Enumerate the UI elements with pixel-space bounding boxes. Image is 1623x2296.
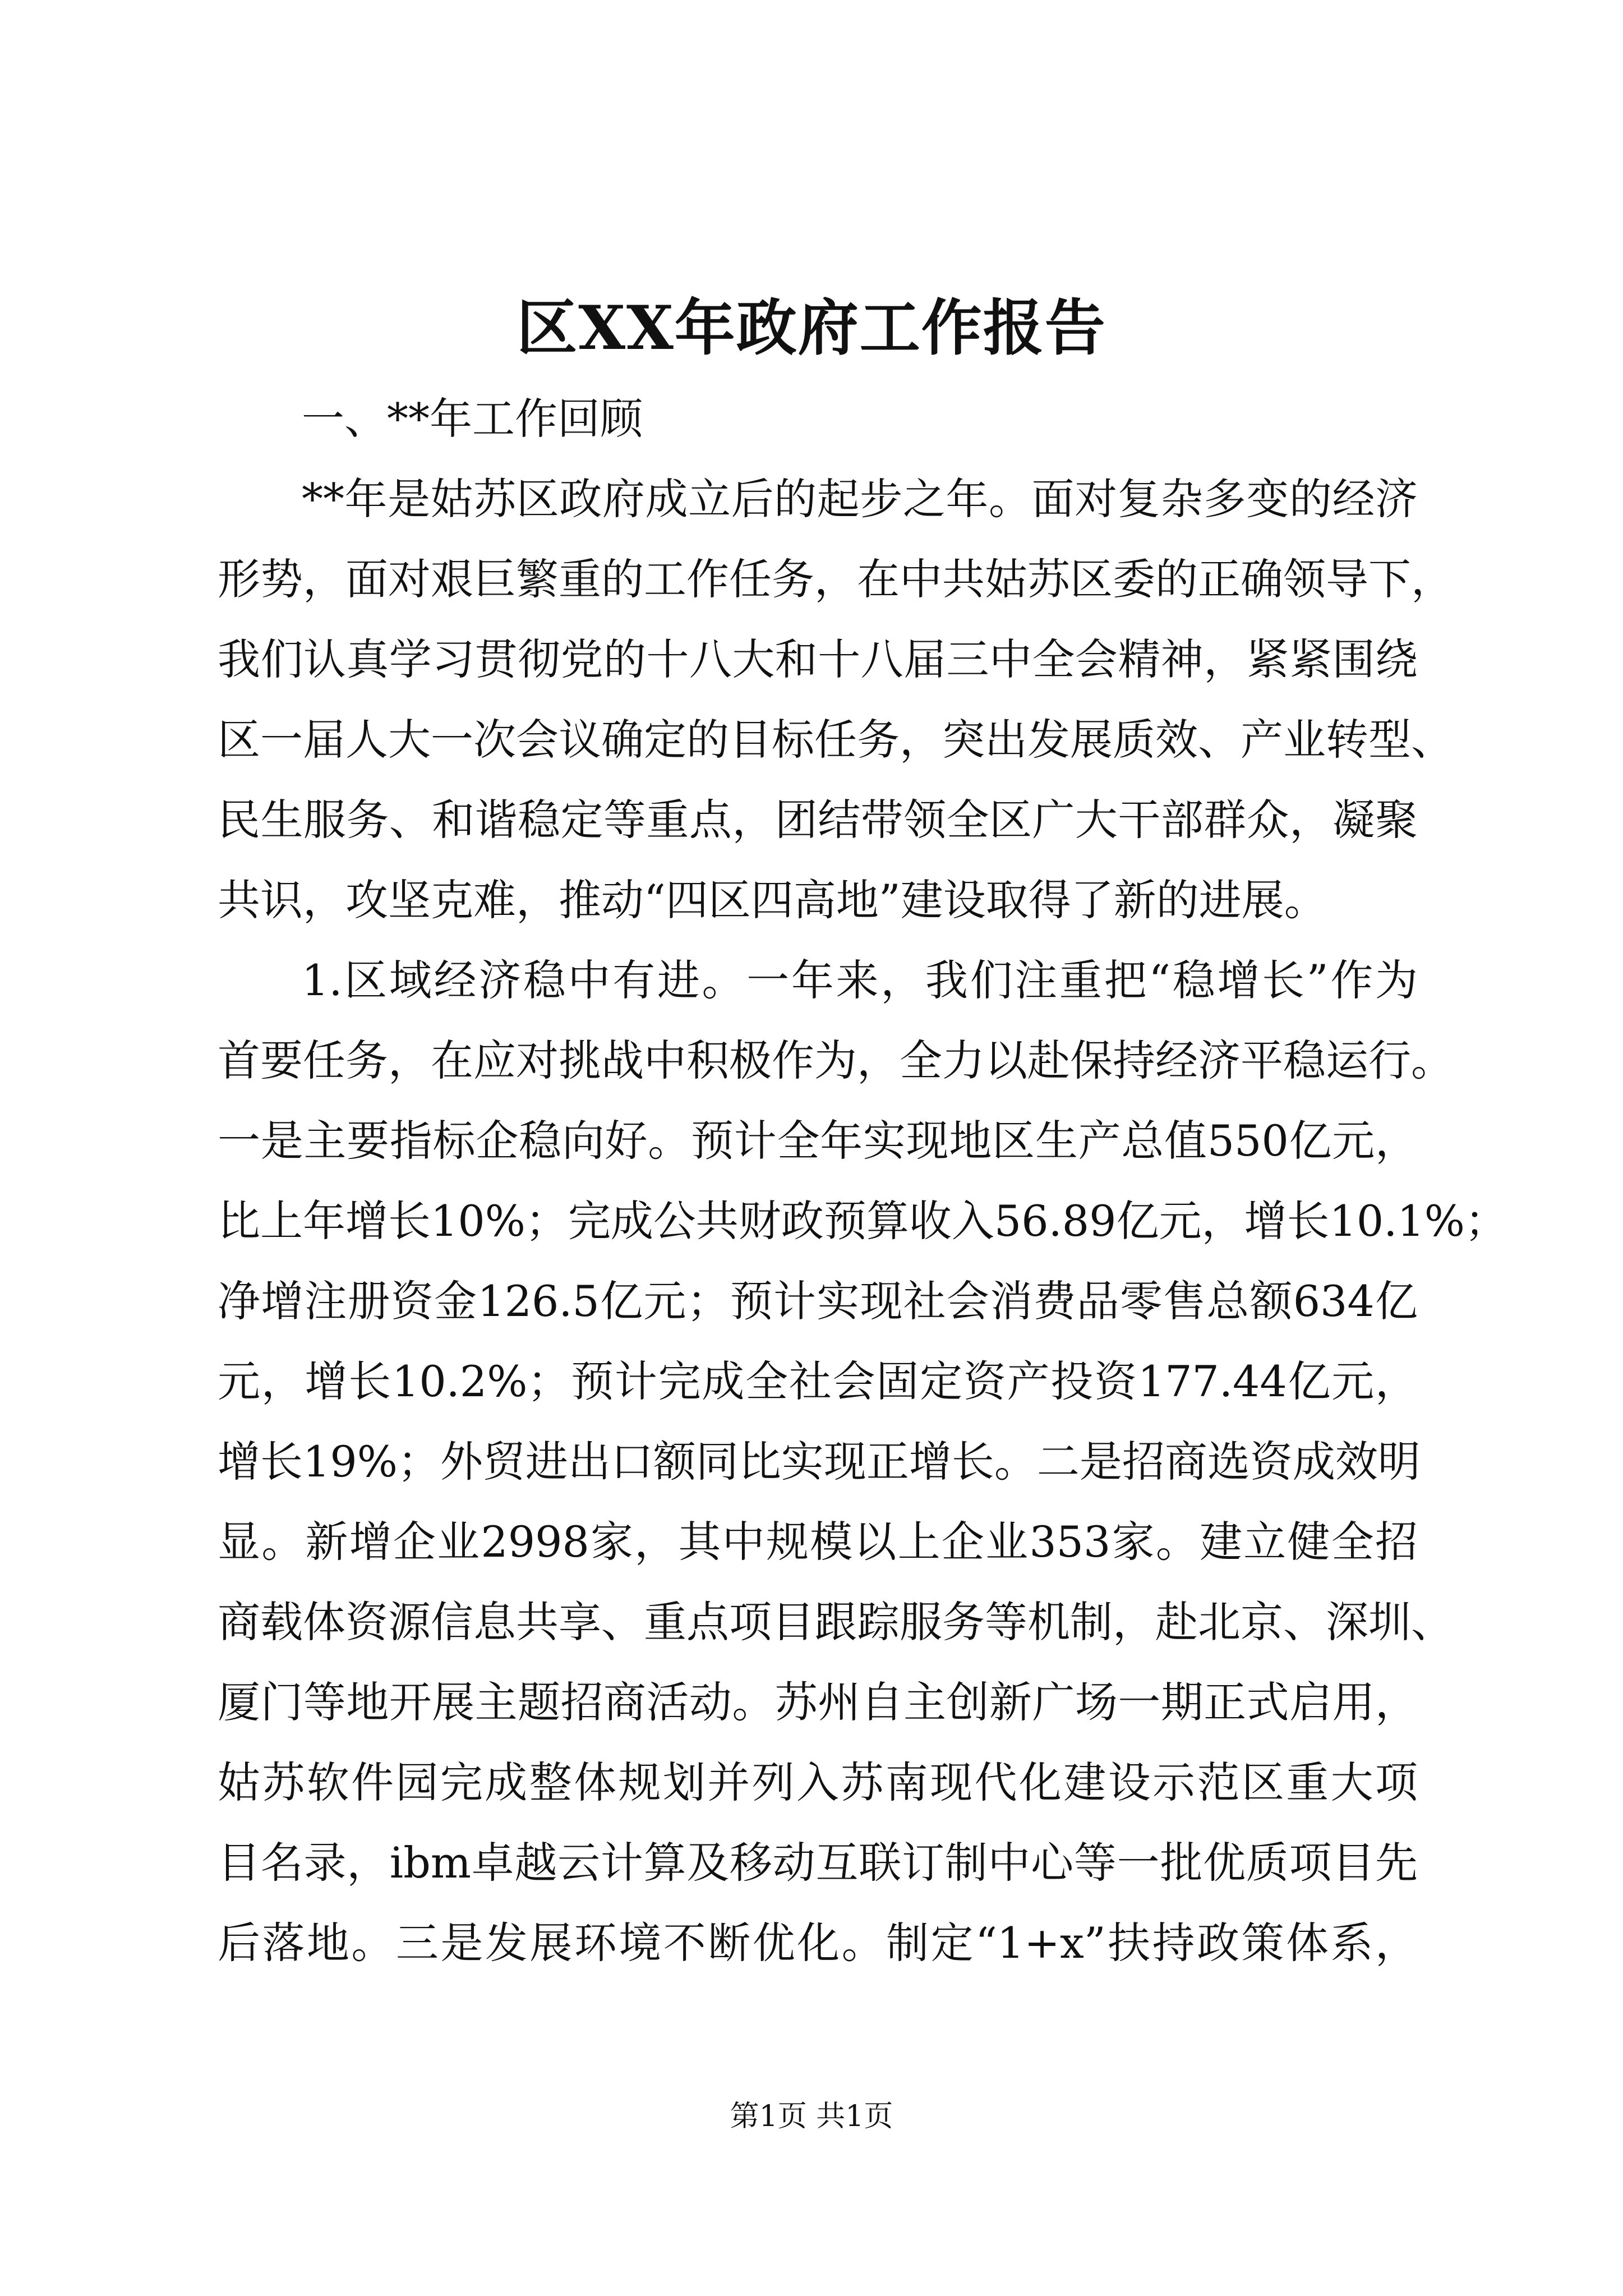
paragraph-line: 厦门等地开展主题招商活动。苏州自主创新广场一期正式启用， [218,1677,1418,1727]
paragraph-line: 一是主要指标企稳向好。预计全年实现地区生产总值550亿元， [218,1116,1418,1166]
paragraph-line: 民生服务、和谐稳定等重点，团结带领全区广大干部群众，凝聚 [218,795,1418,845]
paragraph-line: 形势，面对艰巨繁重的工作任务，在中共姑苏区委的正确领导下， [218,554,1454,604]
paragraph-line: 我们认真学习贯彻党的十八大和十八届三中全会精神，紧紧围绕 [218,634,1418,684]
paragraph-line: 后落地。三是发展环境不断优化。制定“1+x”扶持政策体系， [218,1918,1418,1968]
document-body [218,379,1507,1983]
paragraph-line: 姑苏软件园完成整体规划并列入苏南现代化建设示范区重大项 [218,1757,1418,1807]
paragraph-line: 比上年增长10%；完成公共财政预算收入56.89亿元，增长10.1%； [218,1196,1507,1246]
paragraph-line: **年是姑苏区政府成立后的起步之年。面对复杂多变的经济 [302,474,1418,524]
paragraph-line: 元，增长10.2%；预计完成全社会固定资产投资177.44亿元， [218,1356,1418,1406]
document-title: 区XX年政府工作报告 [517,293,1106,364]
paragraph-line: 1.区域经济稳中有进。一年来，我们注重把“稳增长”作为 [302,955,1418,1005]
paragraph-line: 目名录，ibm卓越云计算及移动互联订制中心等一批优质项目先 [218,1838,1418,1888]
paragraph-line: 共识，攻坚克难，推动“四区四高地”建设取得了新的进展。 [218,875,1327,925]
page-footer: 第1页 共1页 [730,2100,893,2133]
section-heading: 一、**年工作回顾 [302,394,643,444]
paragraph-line: 净增注册资金126.5亿元；预计实现社会消费品零售总额634亿 [218,1276,1418,1326]
paragraph-line: 显。新增企业2998家，其中规模以上企业353家。建立健全招 [218,1517,1418,1567]
paragraph-line: 增长19%；外贸进出口额同比实现正增长。二是招商选资成效明 [218,1437,1421,1487]
paragraph-line: 商载体资源信息共享、重点项目跟踪服务等机制，赴北京、深圳、 [218,1597,1454,1647]
paragraph-line: 区一届人大一次会议确定的目标任务，突出发展质效、产业转型、 [218,715,1454,765]
paragraph-line: 首要任务，在应对挑战中积极作为，全力以赴保持经济平稳运行。 [218,1036,1454,1085]
